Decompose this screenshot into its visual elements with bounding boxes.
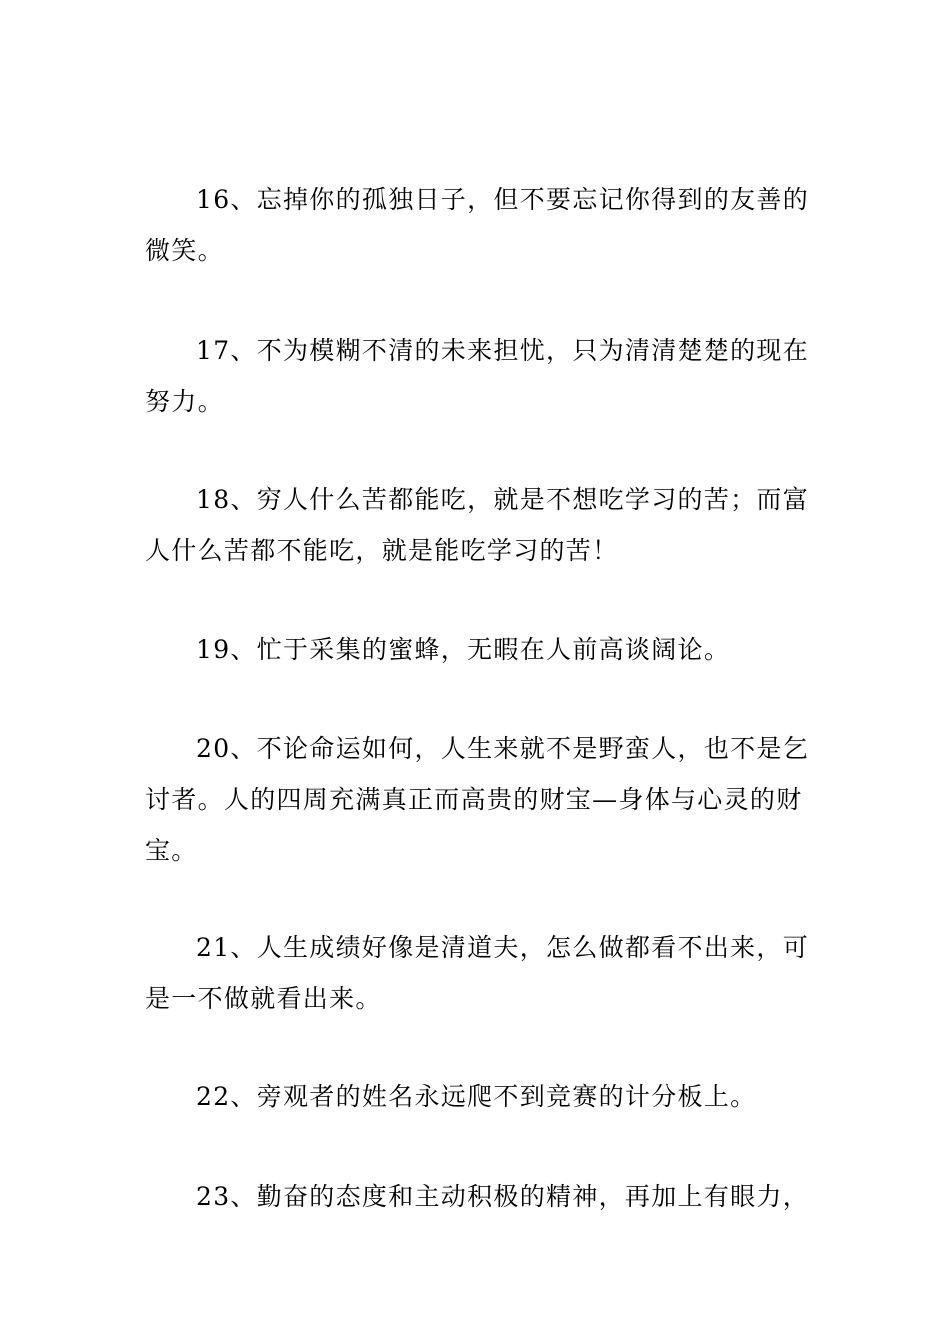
paragraph-19: 19、忙于采集的蜜蜂，无暇在人前高谈阔论。	[196, 635, 731, 664]
paragraph-20: 20、不论命运如何，人生来就不是野蛮人，也不是乞讨者。人的四周充满真正而高贵的财宝—身体与心灵的财宝。	[145, 734, 810, 865]
paragraph-23: 23、勤奋的态度和主动积极的精神，再加上有眼力，	[196, 1182, 810, 1211]
paragraph-16: 16、忘掉你的孤独日子，但不要忘记你得到的友善的微笑。	[145, 185, 810, 265]
paragraph-22: 22、旁观者的姓名永远爬不到竞赛的计分板上。	[196, 1082, 757, 1111]
paragraph-18: 18、穷人什么苦都能吃，就是不想吃学习的苦；而富人什么苦都不能吃，就是能吃学习的苦！	[145, 485, 810, 565]
paragraph-21: 21、人生成绩好像是清道夫，怎么做都看不出来，可是一不做就看出来。	[145, 933, 810, 1013]
paragraph-17: 17、不为模糊不清的未来担忧，只为清清楚楚的现在努力。	[145, 336, 810, 416]
